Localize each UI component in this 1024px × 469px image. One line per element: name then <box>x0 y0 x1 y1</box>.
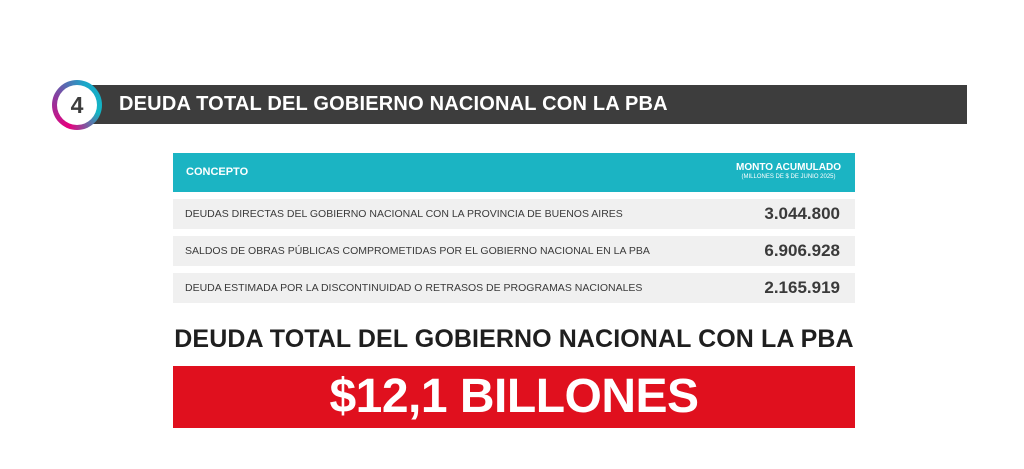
row-label: SALDOS DE OBRAS PÚBLICAS COMPROMETIDAS POR EL GOBIERNO NACIONAL EN LA PBA <box>185 245 650 257</box>
row-value: 6.906.928 <box>764 241 840 260</box>
section-title: DEUDA TOTAL DEL GOBIERNO NACIONAL CON LA PBA <box>119 93 668 115</box>
table-header <box>173 153 855 192</box>
row-label: DEUDAS DIRECTAS DEL GOBIERNO NACIONAL CON LA PROVINCIA DE BUENOS AIRES <box>185 208 623 220</box>
total-title: DEUDA TOTAL DEL GOBIERNO NACIONAL CON LA PBA <box>174 325 854 353</box>
row-label: DEUDA ESTIMADA POR LA DISCONTINUIDAD O RETRASOS DE PROGRAMAS NACIONALES <box>185 282 643 294</box>
debt-table <box>173 153 855 303</box>
table-row <box>173 199 855 229</box>
row-value: 3.044.800 <box>764 204 840 223</box>
table-row <box>173 273 855 303</box>
column-header-concept: CONCEPTO <box>186 166 249 178</box>
row-value: 2.165.919 <box>764 278 840 297</box>
table-row <box>173 236 855 266</box>
column-header-amount-unit: (MILLONES DE $ DE JUNIO 2025) <box>741 174 836 180</box>
section-number: 4 <box>57 85 97 125</box>
column-header-amount <box>736 162 841 182</box>
total-amount: $12,1 BILLONES <box>173 366 855 428</box>
column-header-amount-label: MONTO ACUMULADO <box>736 162 841 173</box>
